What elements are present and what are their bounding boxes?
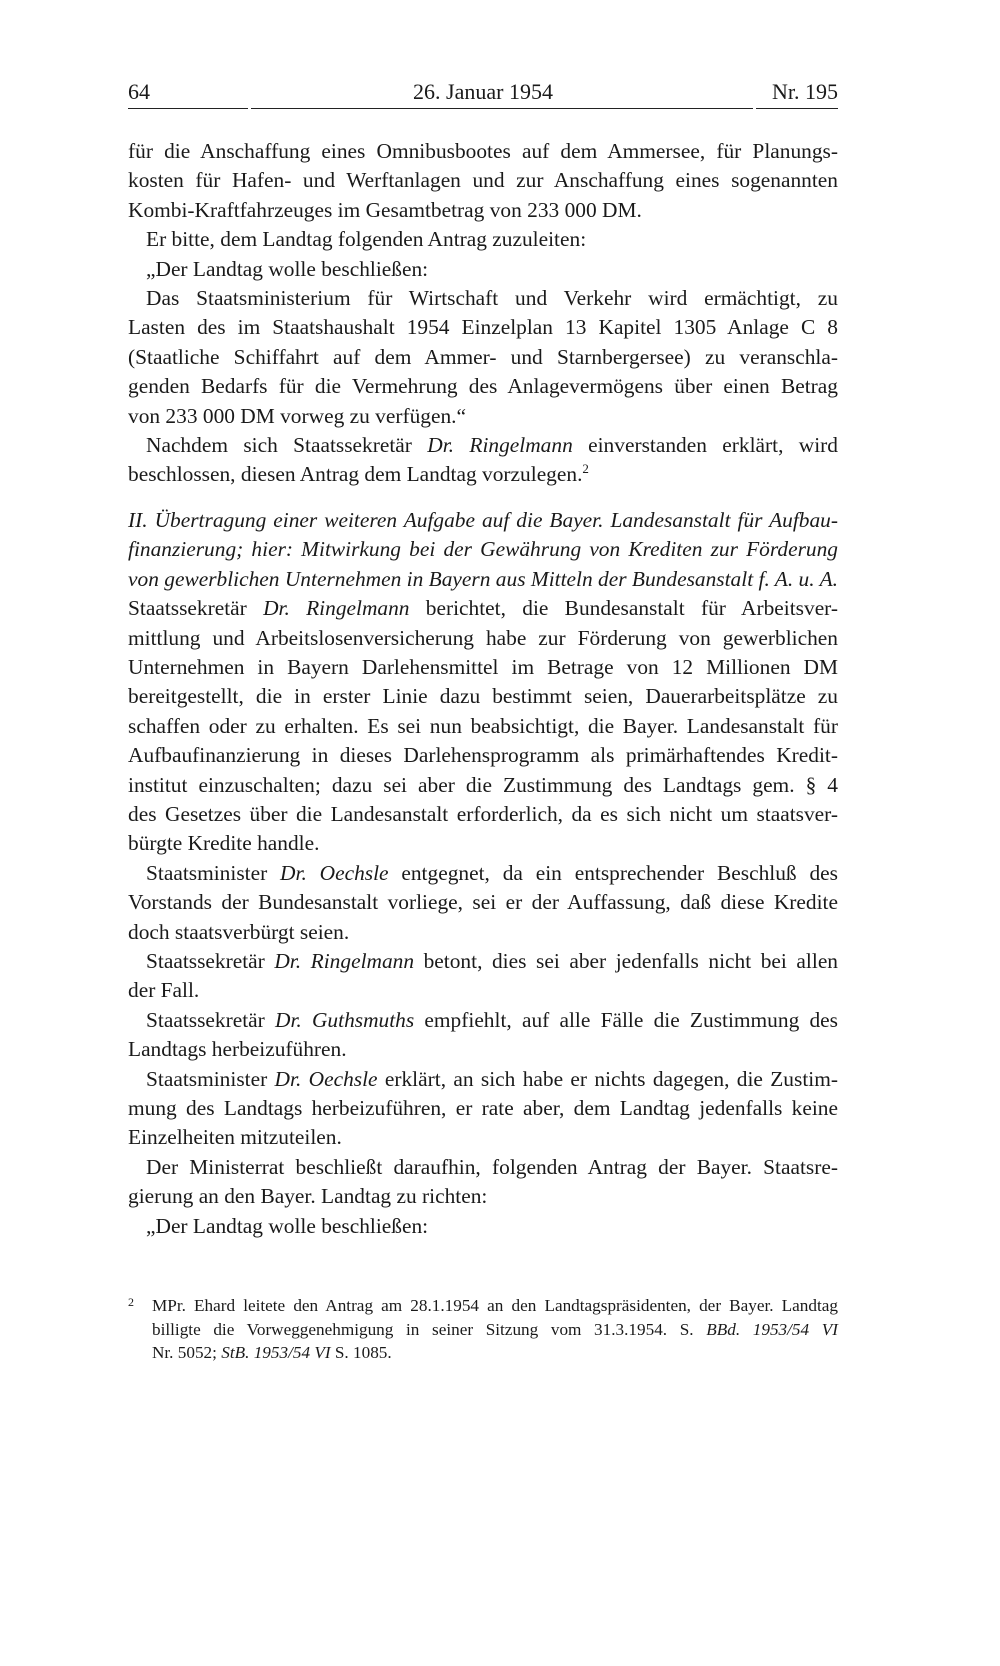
paragraph (128, 255, 838, 284)
text-run: Staatsminister (146, 1066, 275, 1091)
text-line: (Staatliche Schiffahrt auf dem Ammer- und Starnbergersee) zu veranschla- (128, 344, 838, 369)
paragraph (128, 594, 838, 859)
main-text (128, 137, 838, 1241)
paragraph (128, 137, 838, 225)
text-line: Unternehmen in Bayern Darlehensmittel im Betrage von 12 Millionen DM (128, 654, 838, 679)
text-line (128, 1065, 838, 1094)
text-run: empfiehlt, auf alle Fälle die Zustimmung des (414, 1007, 838, 1032)
page-number: 64 (128, 79, 150, 104)
text-run: betont, dies sei aber jedenfalls nicht bei allen (414, 948, 839, 973)
text-run: entgegnet, da ein entsprechender Beschluß des (388, 860, 838, 885)
text-run: Nr. 5052; (152, 1343, 222, 1362)
text-line: für die Anschaffung eines Omnibusbootes auf dem Ammersee, für Planungs- (128, 139, 838, 163)
person-name: Dr. Oechsle (280, 860, 389, 885)
text-line: kosten für Hafen- und Werftanlagen und zur Anschaffung eines sogenannten (128, 168, 838, 193)
text-line: Aufbaufinanzierung in dieses Darlehensprogramm als primärhaftendes Kredit- (128, 743, 838, 768)
text-line: Der Ministerrat beschließt daraufhin, folgenden Antrag der Bayer. Staatsre- (146, 1154, 838, 1179)
paragraph (128, 284, 838, 431)
text-line (128, 947, 838, 976)
person-name: Dr. Ringelmann (263, 596, 410, 621)
footnote-number: 2 (128, 1295, 134, 1309)
text-line: finanzierung; hier: Mitwirkung bei der Gewährung von Krediten zur Förderung (128, 537, 838, 562)
paragraph (128, 859, 838, 947)
text-run: beschlossen, diesen Antrag dem Landtag vorzulegen. (128, 462, 583, 487)
text-line (128, 460, 838, 489)
text-run: S. 1085. (330, 1343, 392, 1362)
section-heading (128, 506, 838, 594)
header-rule-center (251, 108, 753, 109)
paragraph (128, 947, 838, 1006)
text-line: der Fall. (128, 978, 200, 1003)
footnote (128, 1294, 838, 1365)
paragraph (128, 225, 838, 254)
text-line: bürgte Kredite handle. (128, 831, 320, 856)
text-run: Staatssekretär (146, 1007, 276, 1032)
text-run: Staatssekretär (146, 948, 275, 973)
text-line: von gewerblichen Unternehmen in Bayern aus Mitteln der Bundesanstalt f. A. u. A. (128, 566, 838, 591)
text-line (128, 431, 838, 460)
text-run: billigte die Vorweggenehmigung in seiner Sitzung vom 31.3.1954. S. (152, 1319, 707, 1339)
paragraph (128, 1065, 838, 1153)
header-date: 26. Januar 1954 (413, 79, 553, 104)
text-line: doch staatsverbürgt seien. (128, 919, 350, 944)
text-line: Einzelheiten mitzuteilen. (128, 1125, 342, 1150)
text-line: Kombi-Kraftfahrzeuges im Gesamtbetrag von 233 000 DM. (128, 197, 642, 222)
text-line: „Der Landtag wolle beschließen: (146, 1213, 429, 1238)
person-name: Dr. Guthsmuths (275, 1007, 415, 1032)
paragraph (128, 431, 838, 490)
text-line: Er bitte, dem Landtag folgenden Antrag zuzuleiten: (146, 227, 587, 252)
text-line: MPr. Ehard leitete den Antrag am 28.1.1954 an den Landtagspräsidenten, der Bayer. Landtag (152, 1296, 838, 1315)
footnote-reference[interactable]: 2 (582, 461, 589, 477)
paragraph (128, 1006, 838, 1065)
text-line: Das Staatsministerium für Wirtschaft und Verkehr wird ermächtigt, zu (146, 286, 838, 311)
footnote-text (152, 1294, 838, 1365)
text-run: Nachdem sich Staatssekretär (146, 433, 428, 458)
header-rule-right (756, 108, 838, 109)
text-run: erklärt, an sich habe er nichts dagegen, die Zustim- (377, 1066, 838, 1091)
person-name: Dr. Oechsle (274, 1066, 378, 1091)
text-run: Staatssekretär (128, 596, 264, 621)
text-line: „Der Landtag wolle beschließen: (146, 256, 429, 281)
text-run: Staatsminister (146, 860, 281, 885)
text-line: institut einzuschalten; dazu sei aber die Zustimmung des Landtags gem. § 4 (128, 772, 838, 797)
text-line: mung des Landtags herbeizuführen, er rate aber, dem Landtag jedenfalls keine (128, 1096, 838, 1120)
text-line: genden Bedarfs für die Vermehrung des Anlagevermögens über einen Betrag (128, 374, 838, 399)
citation: StB. 1953/54 VI (221, 1343, 331, 1362)
text-line (152, 1318, 838, 1342)
protocol-number: Nr. 195 (772, 79, 838, 104)
text-line (152, 1341, 838, 1365)
header-rule-left (128, 108, 248, 109)
text-line: von 233 000 DM vorweg zu verfügen.“ (128, 403, 467, 428)
text-line: mittlung und Arbeitslosenversicherung habe zur Förderung von gewerblichen (128, 625, 838, 650)
text-line (128, 859, 838, 888)
person-name: Dr. Ringelmann (274, 948, 415, 973)
text-line: des Gesetzes über die Landesanstalt erforderlich, da es sich nicht um staatsver- (128, 801, 838, 826)
person-name: Dr. Ringelmann (427, 433, 573, 458)
text-line: Landtags herbeizuführen. (128, 1037, 347, 1062)
text-line: Vorstands der Bundesanstalt vorliege, sei er der Auffassung, daß diese Kredite (128, 890, 838, 915)
paragraph (128, 1212, 838, 1241)
text-line: II. Übertragung einer weiteren Aufgabe auf die Bayer. Landesanstalt für Aufbau- (128, 507, 838, 532)
text-line: bereitgestellt, die in erster Linie dazu bestimmt seien, Dauerarbeitsplätze zu (128, 684, 838, 709)
text-line: Lasten des im Staatshaushalt 1954 Einzelplan 13 Kapitel 1305 Anlage C 8 (128, 315, 838, 340)
text-run: berichtet, die Bundesanstalt für Arbeitsver- (409, 596, 839, 621)
paragraph (128, 1153, 838, 1212)
text-line (128, 1006, 838, 1035)
running-header (128, 78, 838, 110)
citation: BBd. 1953/54 VI (706, 1319, 838, 1339)
text-line (128, 594, 838, 623)
text-line: gierung an den Bayer. Landtag zu richten: (128, 1184, 488, 1209)
text-line: schaffen oder zu erhalten. Es sei nun beabsichtigt, die Bayer. Landesanstalt für (128, 713, 838, 738)
text-run: einverstanden erklärt, wird (572, 433, 839, 458)
